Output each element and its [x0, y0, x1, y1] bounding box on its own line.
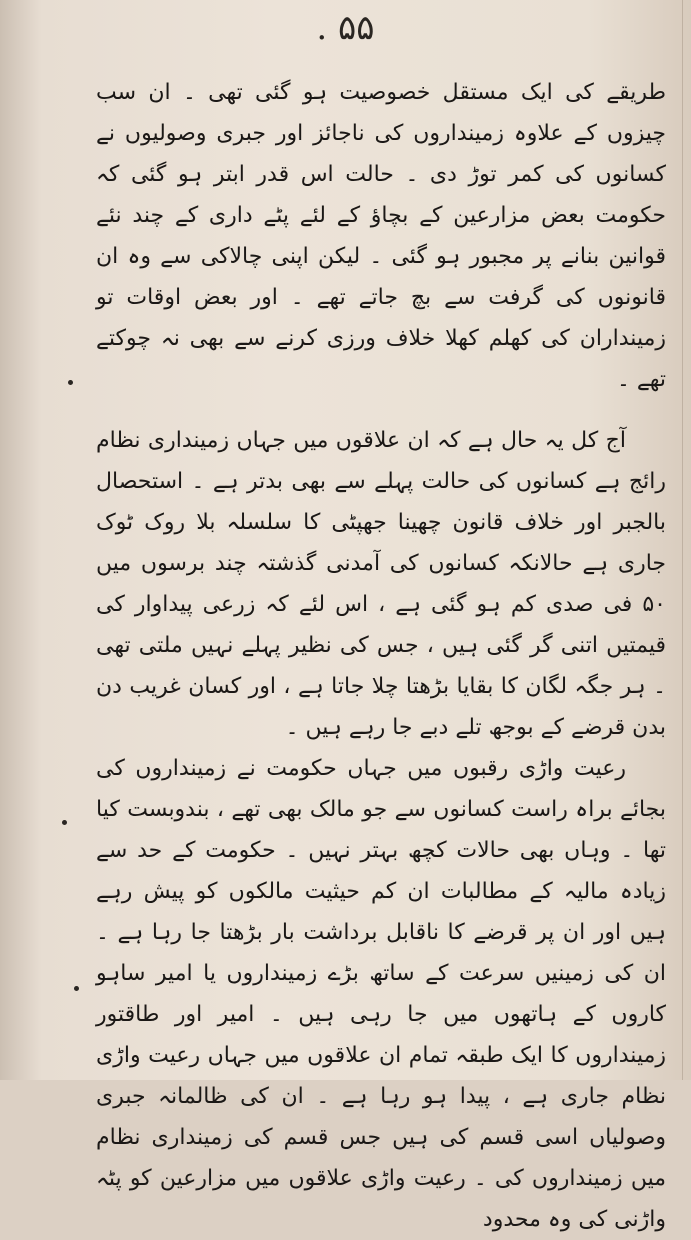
paragraph-3: رعیت واڑی رقبوں میں جہاں حکومت نے زمینداروں کی بجائے براہ راست کسانوں سے جو مالک بھی تھے ، بندوبست کیا تھا ۔ وہاں بھی حالات کچھ بہتر نہیں ۔ حکومت کے حد سے زیادہ مالیہ کے مطالبات ان کم حیثیت مالکوں کو پیش رہے ہیں اور ان پر قرضے کا ناقابل برداشت بار بڑھتا جا رہا ہے ۔ ان کی زمینیں سرعت کے ساتھ بڑے زمینداروں یا امیر ساہو کاروں کے ہاتھوں میں جا رہی ہیں ۔ امیر اور طاقتور زمینداروں کا ایک طبقہ تمام ان علاقوں میں جہاں رعیت واڑی نظام جاری ہے ، پیدا ہو رہا ہے ۔ ان کی ظالمانہ جبری وصولیاں اسی قسم کی ہیں جس قسم کی زمینداری نظام میں زمینداروں کی ۔ رعیت واڑی علاقوں میں مزارعین کو پٹہ واڑنی کی وہ محدود — [96, 756, 666, 1232]
paragraph-1: طریقے کی ایک مستقل خصوصیت ہو گئی تھی ۔ ان سب چیزوں کے علاوہ زمینداروں کی ناجائز اور جبری وصولیوں نے کسانوں کی کمر توڑ دی ۔ حالت اس قدر ابتر ہو گئی کہ حکومت بعض مزارعین کے بچاؤ کے لئے پٹے داری کے چند نئے قوانین بنانے پر مجبور ہو گئی ۔ لیکن اپنی چالاکی سے وہ ان قانونوں کی گرفت سے بچ جاتے تھے ۔ اور بعض اوقات تو زمینداران کی کھلم کھلا خلاف ورزی کرنے سے بھی نہ چوکتے تھے ۔ — [96, 80, 666, 392]
margin-mark — [68, 380, 73, 385]
page-edge-shadow — [682, 0, 683, 1080]
margin-mark — [74, 986, 79, 991]
page-number: ۵۵ . — [316, 8, 375, 48]
urdu-body-text — [96, 72, 666, 1240]
paragraph-2: آج کل یہ حال ہے کہ ان علاقوں میں جہاں زمینداری نظام رائج ہے کسانوں کی حالت پہلے سے بھی بدتر ہے ۔ استحصال بالجبر اور خلاف قانون چھینا جھپٹی کا سلسلہ بلا روک ٹوک جاری ہے حالانکہ کسانوں کی آمدنی گذشتہ چند برسوں میں ۵۰ فی صدی کم ہو گئی ہے ، اس لئے کہ زرعی پیداوار کی قیمتیں اتنی گر گئی ہیں ، جس کی نظیر پہلے نہیں ملتی تھی ۔ ہر جگہ لگان کا بقایا بڑھتا چلا جاتا ہے ، اور کسان غریب دن بدن قرضے کے بوجھ تلے دبے جا رہے ہیں ۔ — [96, 428, 666, 740]
margin-mark — [62, 820, 67, 825]
